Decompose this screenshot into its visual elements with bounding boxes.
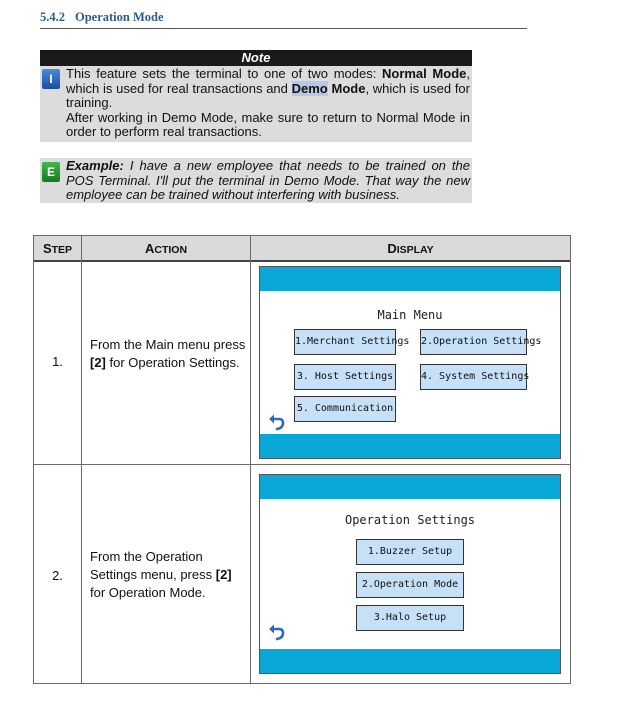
steps-table (33, 235, 571, 684)
section-title: Operation Mode (75, 10, 164, 24)
header-step: STEP (34, 236, 81, 262)
screen-title: Operation Settings (344, 513, 476, 527)
screen-top-bar (260, 267, 560, 291)
row-divider (34, 464, 570, 465)
system-settings-button[interactable]: 4. System Settings (420, 364, 527, 390)
step-number: 1. (52, 354, 63, 369)
halo-setup-button[interactable]: 3.Halo Setup (356, 605, 464, 631)
host-settings-button[interactable]: 3. Host Settings (294, 364, 396, 390)
header-action: ACTION (82, 236, 250, 262)
merchant-settings-button[interactable]: 1.Merchant Settings (294, 329, 396, 355)
column-divider (250, 236, 251, 683)
operation-mode-button[interactable]: 2.Operation Mode (356, 572, 464, 598)
buzzer-setup-button[interactable]: 1.Buzzer Setup (356, 539, 464, 565)
header-display: DISPLAY (251, 236, 570, 262)
back-arrow-icon[interactable] (268, 623, 286, 641)
communication-button[interactable]: 5. Communication (294, 396, 396, 422)
action-text: From the Operation Settings menu, press [2] for Operation Mode. (90, 549, 232, 600)
normal-mode-label: Normal Mode (381, 66, 467, 81)
example-badge-icon: E (42, 162, 60, 182)
note-text (66, 67, 470, 140)
key-label: [2] (215, 567, 232, 582)
section-heading (40, 10, 527, 29)
note-paragraph-2: After working in Demo Mode, make sure to return to Normal Mode in order to perform real transactions. (66, 109, 470, 139)
demo-highlight: Demo (291, 80, 328, 96)
note-paragraph-1: This feature sets the terminal to one of two modes: Normal Mode, which is used for real transactions and Demo Mode, which is used for training. (66, 66, 470, 110)
note-title: Note (40, 50, 472, 66)
terminal-screen-operation-settings (259, 474, 561, 674)
example-label: Example: (66, 158, 124, 173)
screen-title: Main Menu (377, 308, 443, 322)
screen-bottom-bar (260, 649, 560, 673)
screen-top-bar (260, 475, 560, 499)
back-arrow-icon[interactable] (268, 413, 286, 431)
section-number: 5.4.2 (40, 10, 65, 24)
example-text: Example: I have a new employee that needs to be trained on the POS Terminal. I'll put the terminal in Demo Mode. That way the new employee can be trained without interfering with business. (66, 158, 470, 202)
info-badge-icon: I (42, 69, 60, 89)
screen-bottom-bar (260, 434, 560, 458)
step-number: 2. (52, 568, 63, 583)
column-divider (81, 236, 82, 683)
key-label: [2] (90, 355, 106, 370)
action-text: From the Main menu press [2] for Operation Settings. (90, 337, 246, 370)
operation-settings-button[interactable]: 2.Operation Settings (420, 329, 527, 355)
terminal-screen-main-menu (259, 266, 561, 459)
